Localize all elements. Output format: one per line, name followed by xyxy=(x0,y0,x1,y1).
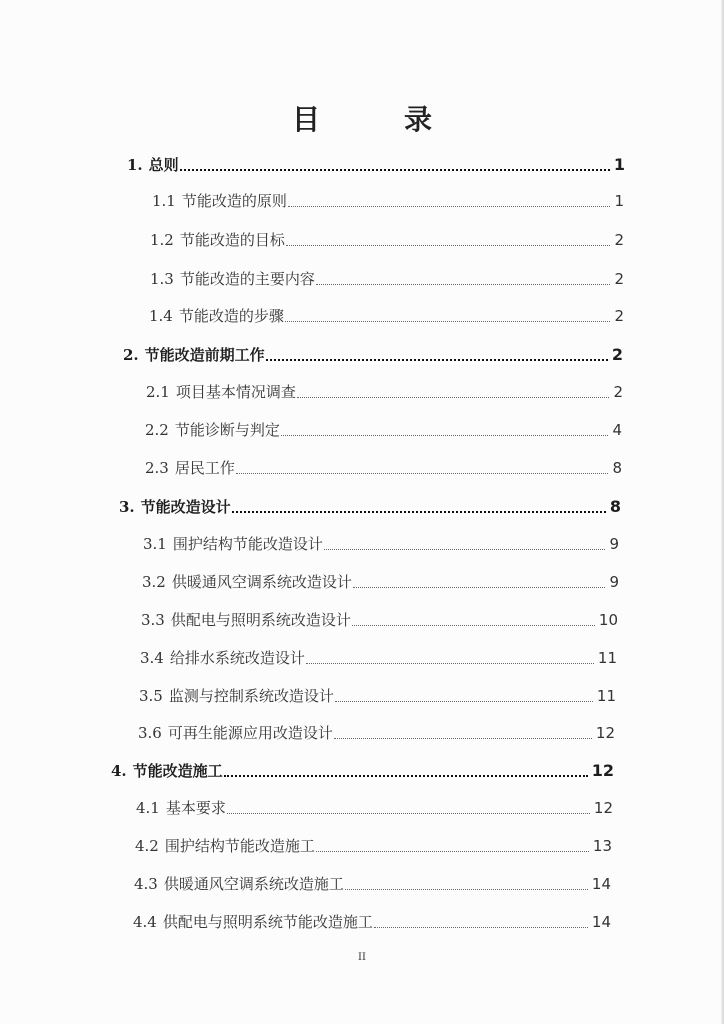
toc-section-1-3[interactable] xyxy=(150,272,624,287)
toc-leader xyxy=(232,511,606,513)
toc-section-3-6[interactable] xyxy=(138,726,615,741)
toc-section-2-2[interactable] xyxy=(145,423,622,438)
toc-leader xyxy=(281,435,609,436)
toc-page-number: 12 xyxy=(595,724,615,742)
toc-page-number: 8 xyxy=(612,459,622,477)
toc-page-number: 9 xyxy=(609,535,619,553)
toc-number: 4.4 xyxy=(133,913,157,931)
toc-title: 监测与控制系统改造设计 xyxy=(168,687,334,705)
toc-number: 1.1 xyxy=(152,192,176,210)
toc-title: 围护结构节能改造设计 xyxy=(172,535,323,553)
toc-section-2-1[interactable] xyxy=(146,385,623,400)
toc-number: 1.4 xyxy=(149,307,173,325)
toc-leader xyxy=(288,206,611,207)
toc-leader xyxy=(227,813,590,814)
toc-title: 节能改造设计 xyxy=(140,498,231,516)
toc-page-number: 9 xyxy=(609,573,619,591)
toc-page-number: 11 xyxy=(596,687,616,705)
toc-number: 1. xyxy=(127,156,143,174)
toc-number: 2.1 xyxy=(146,383,170,401)
toc-number: 1.3 xyxy=(150,270,174,288)
toc-number: 4.2 xyxy=(135,837,159,855)
toc-title: 基本要求 xyxy=(165,799,226,817)
toc-title: 给排水系统改造设计 xyxy=(169,649,305,667)
toc-page-number: 12 xyxy=(591,761,614,780)
toc-number: 3.5 xyxy=(139,687,163,705)
toc-number: 2.3 xyxy=(145,459,169,477)
toc-number: 2. xyxy=(123,346,139,364)
toc-leader xyxy=(266,359,608,361)
toc-page-number: 14 xyxy=(591,875,611,893)
toc-leader xyxy=(285,321,611,322)
toc-leader xyxy=(324,549,606,550)
toc-page-number: 2 xyxy=(614,231,624,249)
toc-title: 项目基本情况调查 xyxy=(175,383,296,401)
toc-leader xyxy=(224,775,588,777)
toc-title: 节能诊断与判定 xyxy=(174,421,280,439)
toc-page-number: 2 xyxy=(611,345,623,364)
toc-chapter-2[interactable] xyxy=(123,347,623,363)
toc-chapter-4[interactable] xyxy=(111,763,614,779)
toc-section-4-4[interactable] xyxy=(133,915,611,930)
toc-page-number: 4 xyxy=(612,421,622,439)
toc-section-3-3[interactable] xyxy=(141,613,618,628)
toc-leader xyxy=(306,663,594,664)
toc-leader xyxy=(316,284,611,285)
toc-page-number: 1 xyxy=(613,155,625,174)
toc-page-number: 11 xyxy=(597,649,617,667)
toc-page-number: 13 xyxy=(592,837,612,855)
toc-title: 居民工作 xyxy=(174,459,235,477)
toc-section-3-2[interactable] xyxy=(142,575,619,590)
toc-number: 1.2 xyxy=(150,231,174,249)
toc-leader xyxy=(236,473,609,474)
toc-title: 节能改造前期工作 xyxy=(144,346,265,364)
toc-leader xyxy=(316,851,589,852)
toc-section-3-4[interactable] xyxy=(140,651,617,666)
toc-leader xyxy=(334,738,592,739)
toc-title: 供暖通风空调系统改造施工 xyxy=(163,875,344,893)
toc-section-4-2[interactable] xyxy=(135,839,612,854)
toc-page-number: 10 xyxy=(598,611,618,629)
toc-title: 围护结构节能改造施工 xyxy=(164,837,315,855)
toc-section-3-5[interactable] xyxy=(139,689,616,704)
toc-leader xyxy=(286,245,611,246)
toc-page-number: 14 xyxy=(591,913,611,931)
toc-number: 3.4 xyxy=(140,649,164,667)
toc-chapter-1[interactable] xyxy=(127,157,625,173)
toc-number: 3.3 xyxy=(141,611,165,629)
toc-title: 供配电与照明系统改造设计 xyxy=(170,611,351,629)
toc-page-number: 2 xyxy=(613,383,623,401)
toc-leader xyxy=(345,889,588,890)
page-title: 目 录 xyxy=(291,103,460,136)
toc-title: 供暖通风空调系统改造设计 xyxy=(171,573,352,591)
toc-leader xyxy=(335,701,593,702)
toc-leader xyxy=(352,625,595,626)
toc-section-2-3[interactable] xyxy=(145,461,622,476)
toc-leader xyxy=(297,397,610,398)
toc-title: 供配电与照明系统节能改造施工 xyxy=(162,913,373,931)
toc-title: 节能改造的原则 xyxy=(181,192,287,210)
toc-page-number: 1 xyxy=(614,192,624,210)
toc-number: 4.3 xyxy=(134,875,158,893)
toc-title: 节能改造的主要内容 xyxy=(179,270,315,288)
toc-number: 3.1 xyxy=(143,535,167,553)
toc-page-number: 2 xyxy=(614,307,624,325)
toc-leader xyxy=(353,587,606,588)
toc-title: 总则 xyxy=(148,156,179,174)
toc-page-number: 2 xyxy=(614,270,624,288)
toc-page-number: 8 xyxy=(609,497,621,516)
toc-chapter-3[interactable] xyxy=(119,499,621,515)
toc-section-1-1[interactable] xyxy=(152,194,624,209)
toc-number: 4.1 xyxy=(136,799,160,817)
toc-number: 3. xyxy=(119,498,135,516)
toc-title: 可再生能源应用改造设计 xyxy=(167,724,333,742)
toc-title: 节能改造施工 xyxy=(132,762,223,780)
toc-section-1-4[interactable] xyxy=(149,309,624,324)
toc-leader xyxy=(374,927,588,928)
toc-number: 3.2 xyxy=(142,573,166,591)
toc-section-4-3[interactable] xyxy=(134,877,611,892)
toc-section-4-1[interactable] xyxy=(136,801,613,816)
toc-number: 3.6 xyxy=(138,724,162,742)
toc-number: 2.2 xyxy=(145,421,169,439)
toc-number: 4. xyxy=(111,762,127,780)
toc-section-1-2[interactable] xyxy=(150,233,624,248)
toc-page-number: 12 xyxy=(593,799,613,817)
toc-title: 节能改造的步骤 xyxy=(178,307,284,325)
toc-title: 节能改造的目标 xyxy=(179,231,285,249)
toc-leader xyxy=(180,169,610,171)
page-footer-number: II xyxy=(358,952,366,963)
toc-section-3-1[interactable] xyxy=(143,537,619,552)
